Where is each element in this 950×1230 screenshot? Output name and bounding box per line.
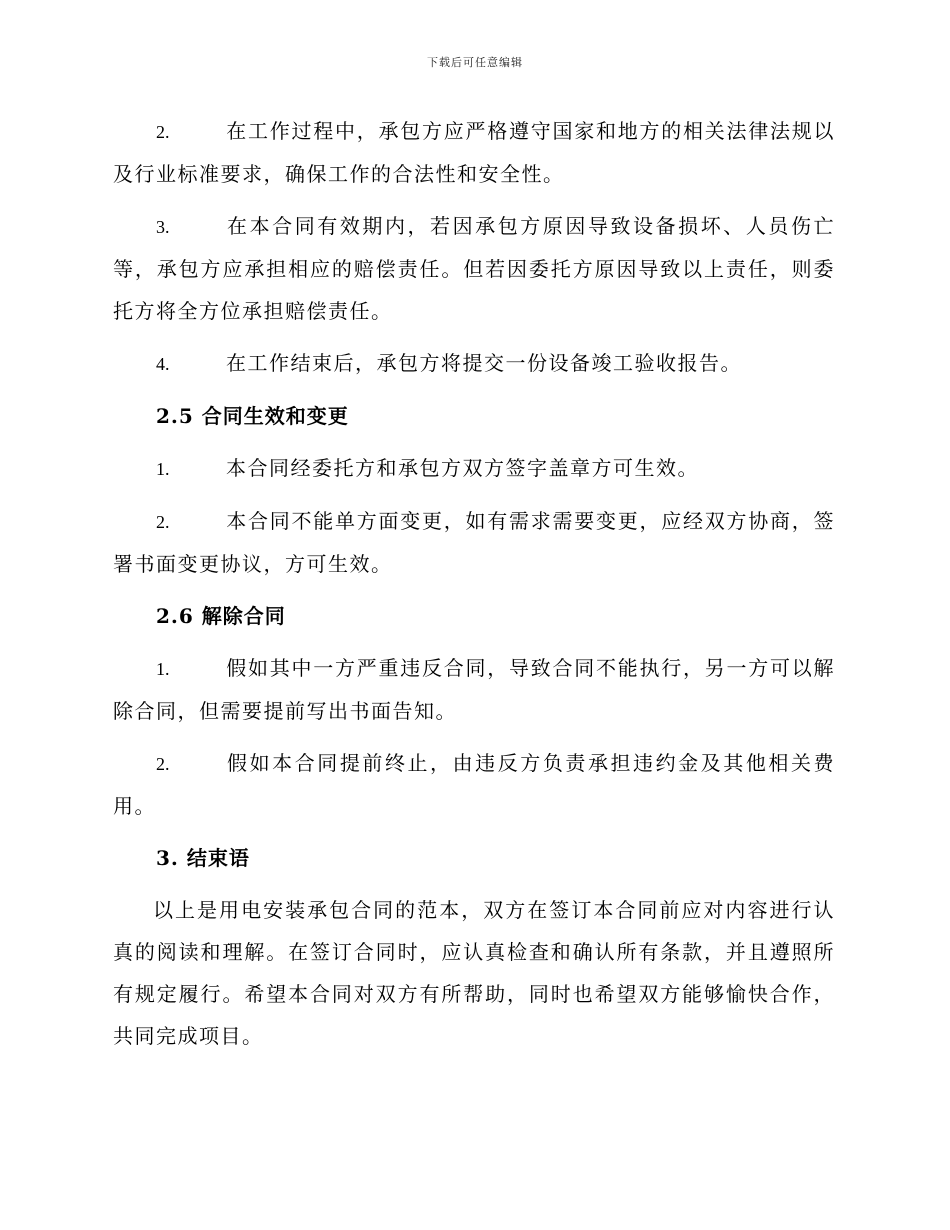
section-heading-2-5: 2.5 合同生效和变更 [156, 404, 349, 428]
closing-paragraph: 以上是用电安装承包合同的范本，双方在签订本合同前应对内容进行认真的阅读和理解。在签订合同时，应认真检查和确认所有条款，并且遵照所有规定履行。希望本合同对双方有所帮助，同时也希望双方能够愉快合作，共同完成项目。 [113, 898, 835, 1048]
item-text: 在本合同有效期内，若因承包方原因导致设备损坏、人员伤亡等，承包方应承担相应的赔偿责任。但若因委托方原因导致以上责任，则委托方将全方位承担赔偿责任。 [113, 214, 835, 323]
item-text: 本合同不能单方面变更，如有需求需要变更，应经双方协商，签署书面变更协议，方可生效。 [113, 509, 835, 576]
item-text: 本合同经委托方和承包方双方签字盖章方可生效。 [226, 456, 699, 480]
section-heading-3: 3. 结束语 [156, 846, 250, 870]
item-text: 在工作结束后，承包方将提交一份设备竣工验收报告。 [226, 351, 742, 375]
section-heading-2-6: 2.6 解除合同 [156, 604, 286, 628]
list-item [113, 447, 835, 490]
item-number: 4. [156, 354, 170, 374]
item-text: 在工作过程中，承包方应严格遵守国家和地方的相关法律法规以及行业标准要求，确保工作的合法性和安全性。 [113, 119, 835, 186]
item-text: 假如其中一方严重违反合同，导致合同不能执行，另一方可以解除合同，但需要提前写出书面告知。 [113, 656, 835, 723]
item-number: 2. [156, 122, 170, 142]
item-number: 1. [156, 459, 170, 479]
document-body [113, 110, 835, 1057]
item-number: 1. [156, 659, 170, 679]
item-text: 假如本合同提前终止，由违反方负责承担违约金及其他相关费用。 [113, 751, 835, 818]
list-item [113, 742, 835, 827]
item-number: 2. [156, 512, 170, 532]
list-item [113, 110, 835, 195]
list-item [113, 647, 835, 732]
item-number: 3. [156, 217, 170, 237]
list-item [113, 342, 835, 385]
page-header: 下载后可任意编辑 [427, 56, 523, 69]
list-item [113, 500, 835, 585]
item-number: 2. [156, 754, 170, 774]
list-item [113, 205, 835, 332]
